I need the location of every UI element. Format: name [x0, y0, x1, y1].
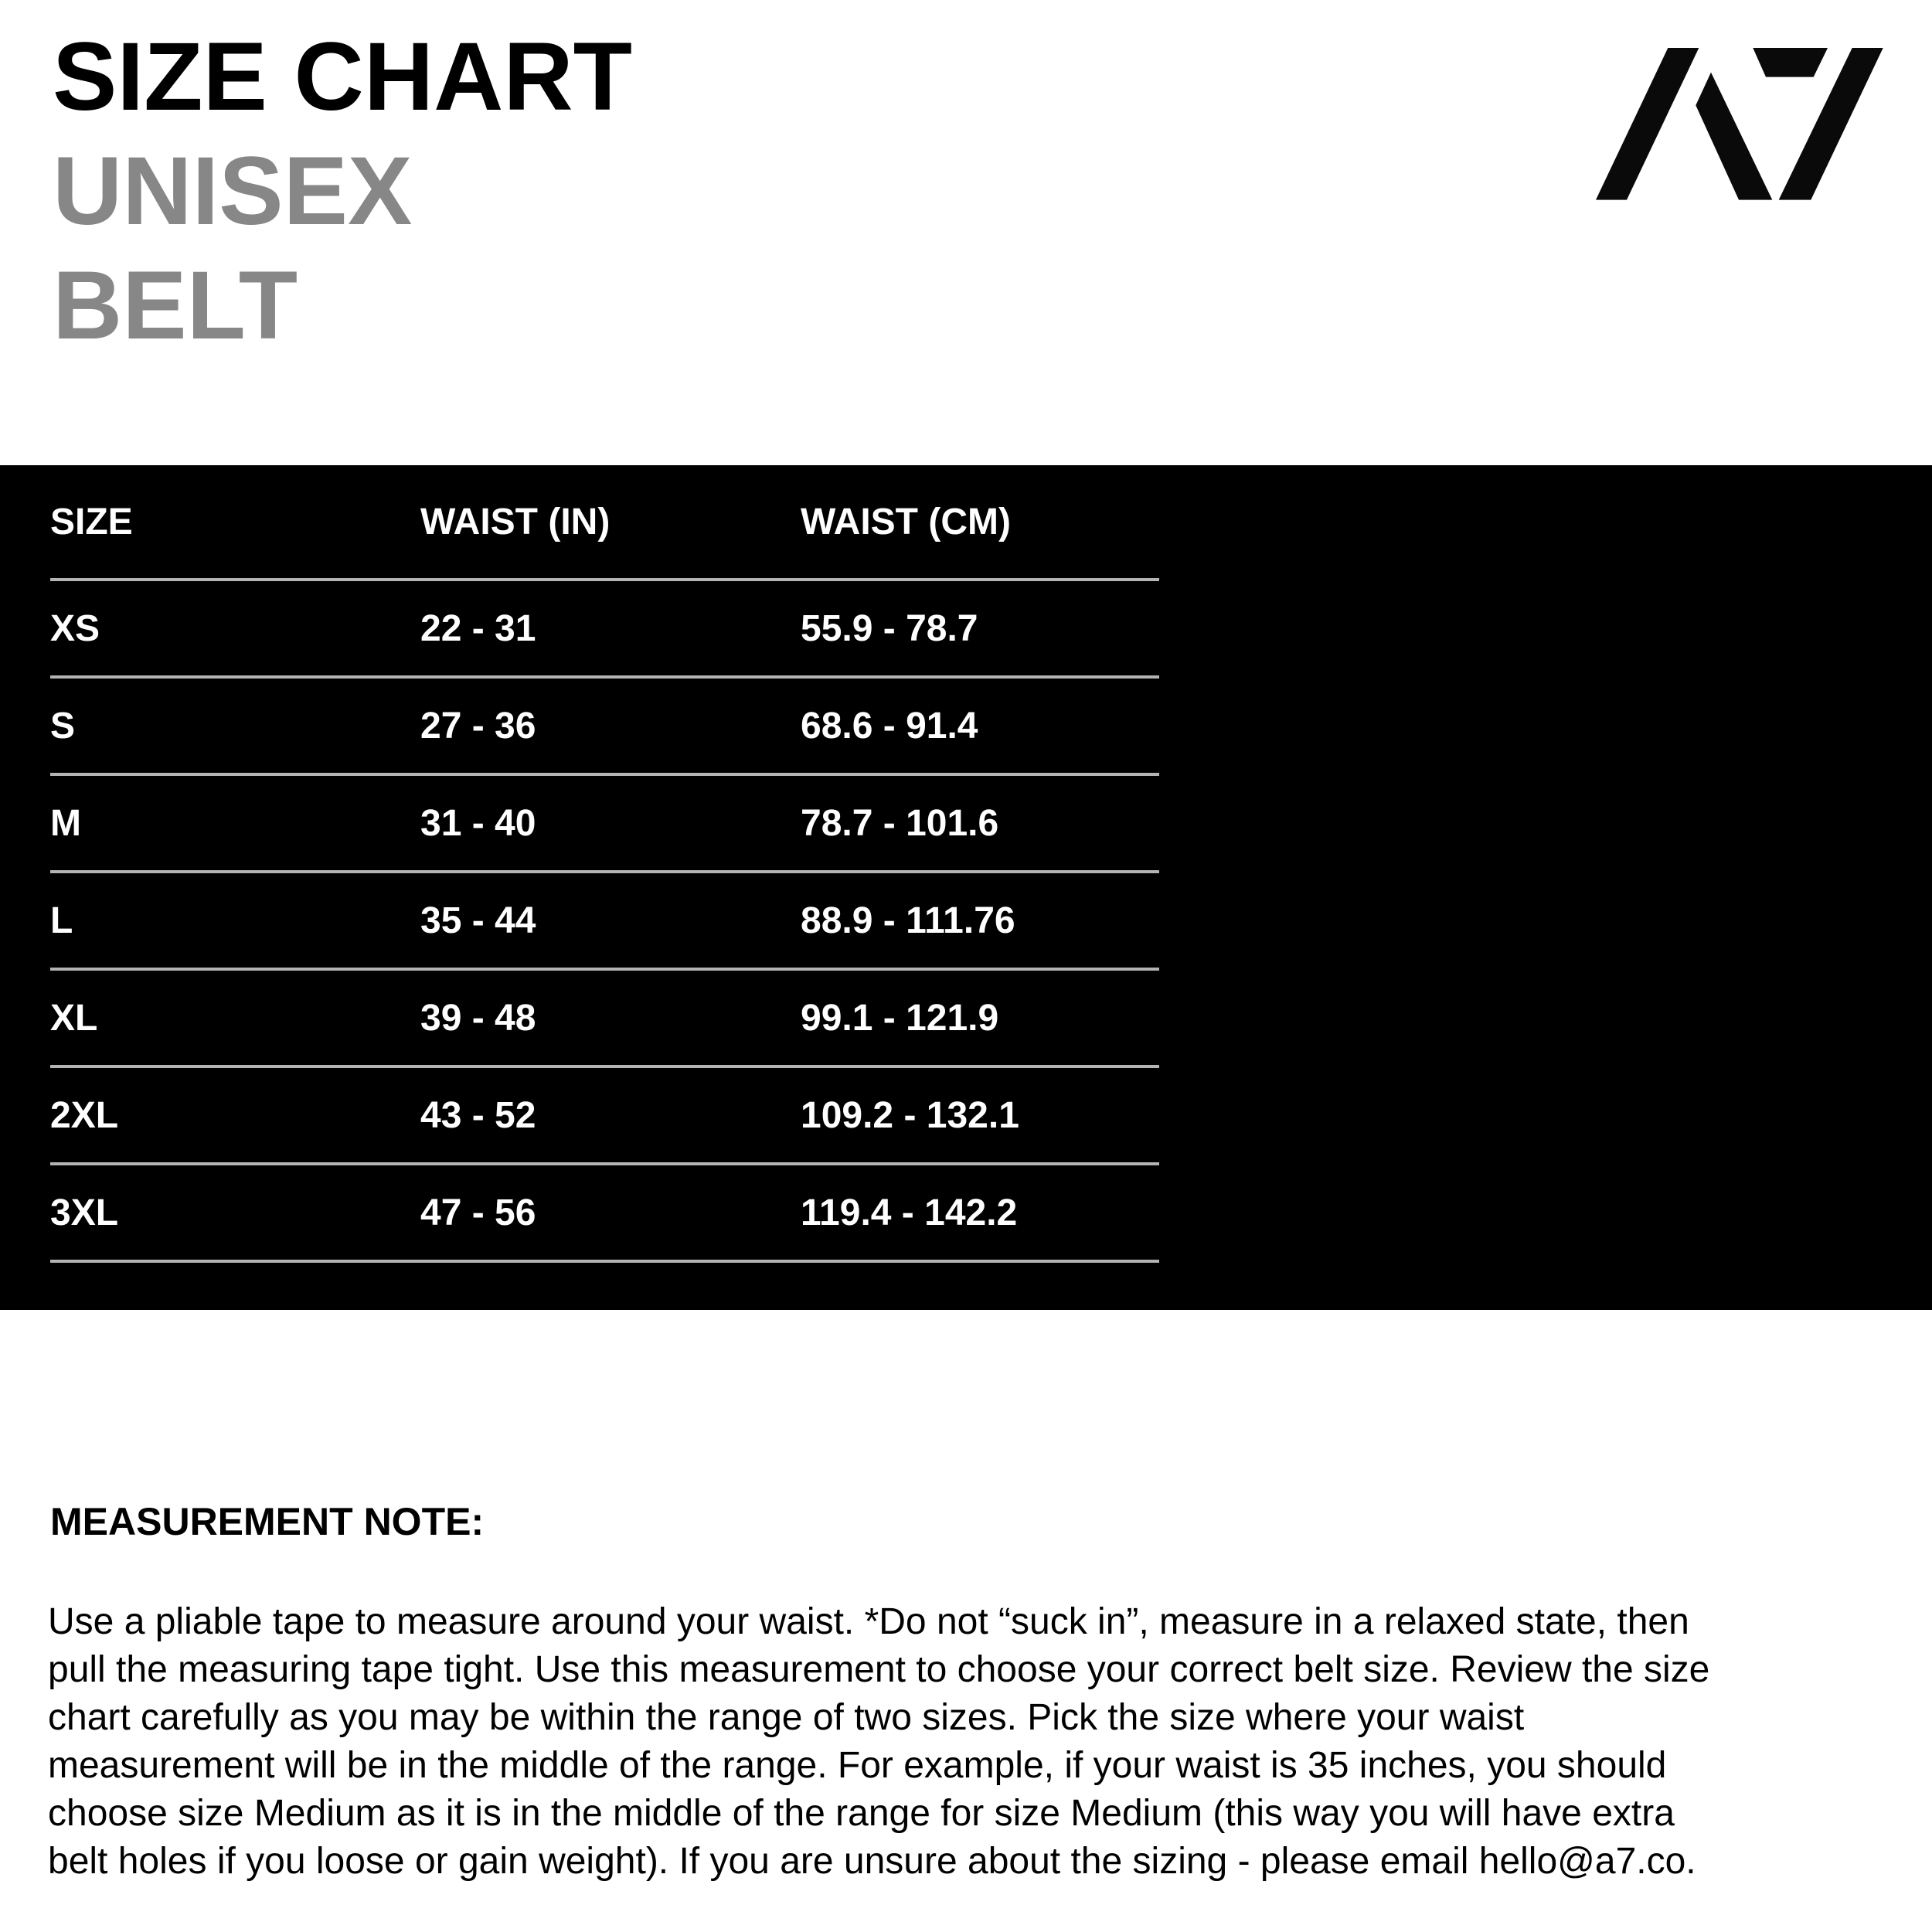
cell-size: M [50, 802, 81, 844]
note-line: chart carefully as you may be within the range of two sizes. Pick the size where your waist [48, 1697, 1525, 1738]
cell-waist-cm: 78.7 - 101.6 [801, 802, 999, 844]
table-row [50, 581, 1159, 679]
a7-logo-icon [1596, 48, 1883, 200]
cell-waist-in: 39 - 48 [420, 997, 536, 1039]
page-title: SIZE CHART [53, 23, 632, 131]
a7-logo-right-leg [1696, 73, 1772, 200]
column-header-waist-in: WAIST (IN) [420, 501, 611, 543]
note-line: choose size Medium as it is in the middle of the range for size Medium (this way you will have extra [48, 1793, 1675, 1834]
cell-waist-in: 43 - 52 [420, 1094, 536, 1136]
table-row [50, 971, 1159, 1068]
a7-logo-seven-bar [1753, 48, 1828, 77]
note-line: measurement will be in the middle of the range. For example, if your waist is 35 inches, you should [48, 1745, 1667, 1786]
column-header-waist-cm: WAIST (CM) [801, 501, 1011, 543]
measurement-note-heading: MEASUREMENT NOTE: [50, 1500, 485, 1543]
cell-size: 2XL [50, 1094, 119, 1136]
note-line: Use a pliable tape to measure around your waist. *Do not “suck in”, measure in a relaxed state, then [48, 1601, 1689, 1642]
cell-waist-cm: 68.6 - 91.4 [801, 705, 978, 747]
cell-waist-in: 47 - 56 [420, 1192, 536, 1233]
cell-waist-cm: 88.9 - 111.76 [801, 900, 1015, 941]
note-line: belt holes if you loose or gain weight). If you are unsure about the sizing - please email hello@a7.co. [48, 1841, 1696, 1882]
note-line: pull the measuring tape tight. Use this measurement to choose your correct belt size. Review the size [48, 1649, 1710, 1690]
table-row [50, 1068, 1159, 1165]
cell-size: XS [50, 607, 100, 649]
cell-waist-in: 27 - 36 [420, 705, 536, 747]
table-row [50, 679, 1159, 776]
size-chart-panel [0, 465, 1932, 1310]
measurement-note-paragraph [48, 1598, 1903, 1886]
cell-waist-in: 22 - 31 [420, 607, 536, 649]
cell-size: S [50, 705, 76, 747]
page-subtitle-unisex: UNISEX [53, 138, 413, 245]
cell-waist-cm: 119.4 - 142.2 [801, 1192, 1018, 1233]
cell-waist-in: 35 - 44 [420, 900, 536, 941]
page-title-block [53, 20, 632, 363]
size-table-header-row [50, 465, 1159, 581]
page-subtitle-belt: BELT [53, 252, 298, 359]
cell-size: XL [50, 997, 98, 1039]
table-row [50, 1165, 1159, 1263]
table-row [50, 776, 1159, 873]
a7-logo-left-stroke [1596, 48, 1699, 200]
cell-size: L [50, 900, 73, 941]
column-header-size: SIZE [50, 501, 133, 543]
table-row [50, 873, 1159, 971]
size-table [50, 465, 1159, 1263]
cell-waist-cm: 109.2 - 132.1 [801, 1094, 1019, 1136]
cell-waist-cm: 55.9 - 78.7 [801, 607, 978, 649]
cell-size: 3XL [50, 1192, 119, 1233]
cell-waist-in: 31 - 40 [420, 802, 536, 844]
cell-waist-cm: 99.1 - 121.9 [801, 997, 999, 1039]
